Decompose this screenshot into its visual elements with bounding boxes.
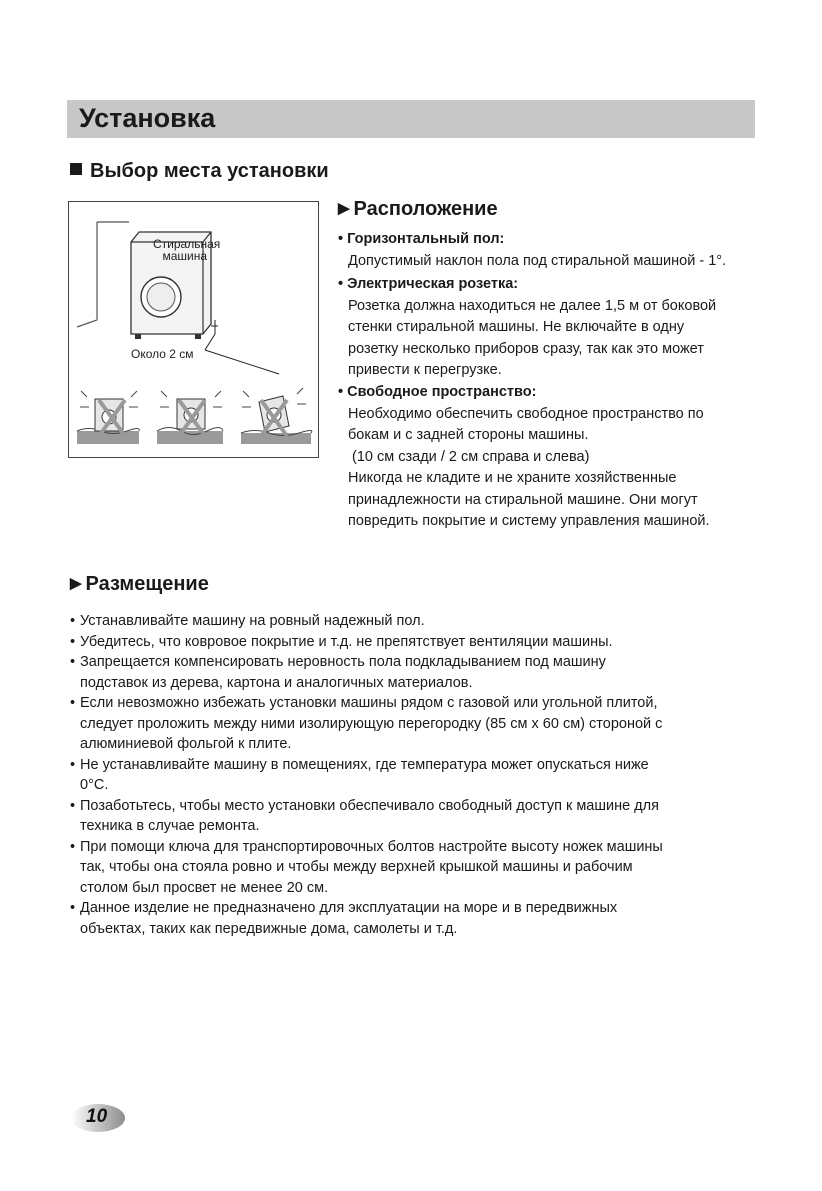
gap-label: Около 2 см bbox=[131, 347, 194, 361]
square-bullet-icon bbox=[70, 163, 82, 175]
list-item bbox=[70, 632, 760, 653]
list-item-line: • Убедитесь, что ковровое покрытие и т.д. не препятствует вентиляции машины. bbox=[80, 633, 613, 650]
list-item-line: • Запрещается компенсировать неровность пола подкладыванием под машину bbox=[80, 654, 606, 670]
location-item-line: розетку несколько приборов сразу, так как это может bbox=[348, 340, 704, 357]
machine-label-line1: Стиральная bbox=[153, 237, 221, 251]
list-item-line: столом был просвет не менее 20 см. bbox=[80, 879, 329, 896]
placement-list bbox=[70, 611, 760, 939]
list-item-line: • При помощи ключа для транспортировочных болтов настройте высоту ножек машины bbox=[80, 838, 663, 855]
list-item-line: 0°C. bbox=[80, 777, 109, 793]
section-title-text: Выбор места установки bbox=[90, 160, 329, 182]
list-item-line: так, чтобы она стояла ровно и чтобы между верхней крышкой машины и рабочим bbox=[80, 859, 633, 875]
list-item bbox=[70, 693, 760, 755]
list-item-line: • Если невозможно избежать установки машины рядом с газовой или угольной плитой, bbox=[80, 695, 658, 711]
location-item-line: (10 см сзади / 2 см справа и слева) bbox=[348, 448, 590, 465]
page-number: 10 bbox=[86, 1106, 108, 1127]
location-item-heading: • Горизонтальный пол: bbox=[338, 229, 768, 251]
location-item-heading: • Свободное пространство: bbox=[338, 382, 768, 404]
list-item bbox=[70, 898, 760, 939]
location-item-line: Необходимо обеспечить свободное пространство по bbox=[348, 405, 704, 422]
placement-subheading-text: Размещение bbox=[85, 573, 209, 595]
list-item-line: подставок из дерева, картона и аналогичных материалов. bbox=[80, 674, 473, 691]
uneven-floor-figure-3 bbox=[241, 388, 312, 444]
location-item-line: Никогда не кладите и не храните хозяйственные bbox=[348, 470, 677, 486]
list-item-line: • Данное изделие не предназначено для эксплуатации на море и в передвижных bbox=[80, 900, 618, 916]
location-item-line: принадлежности на стиральной машине. Они могут bbox=[348, 491, 698, 508]
triangle-bullet-icon: ▶ bbox=[70, 575, 82, 592]
section-title bbox=[70, 160, 329, 183]
installation-figure bbox=[68, 201, 319, 458]
location-subheading bbox=[338, 198, 498, 221]
page-header-bar bbox=[67, 100, 755, 138]
list-item-line: техника в случае ремонта. bbox=[80, 818, 260, 834]
list-item bbox=[70, 796, 760, 837]
list-item-line: следует проложить между ними изолирующую перегородку (85 см x 60 см) стороной с bbox=[80, 715, 663, 732]
list-item-line: • Устанавливайте машину на ровный надежный пол. bbox=[80, 613, 425, 629]
location-item-line: Допустимый наклон пола под стиральной машиной - 1°. bbox=[348, 252, 727, 269]
list-item bbox=[70, 837, 760, 899]
page-title: Установка bbox=[79, 103, 216, 133]
uneven-floor-figure-2 bbox=[157, 391, 223, 444]
location-item-socket bbox=[338, 274, 768, 382]
list-item-line: алюминиевой фольгой к плите. bbox=[80, 736, 292, 752]
list-item-line: объектах, таких как передвижные дома, самолеты и т.д. bbox=[80, 920, 458, 937]
location-item-line: привести к перегрузке. bbox=[348, 362, 502, 378]
machine-label bbox=[153, 237, 221, 263]
uneven-floor-figure-1 bbox=[77, 391, 139, 444]
page-number-badge bbox=[68, 1101, 126, 1133]
location-item-line: Розетка должна находиться не далее 1,5 м от боковой bbox=[348, 297, 717, 314]
location-item-heading: • Электрическая розетка: bbox=[338, 274, 768, 296]
triangle-bullet-icon: ▶ bbox=[338, 200, 350, 217]
location-item-space bbox=[338, 382, 768, 533]
location-item-line: стенки стиральной машины. Не включайте в одну bbox=[348, 319, 685, 335]
location-item-line: повредить покрытие и систему управления машиной. bbox=[348, 513, 710, 529]
location-subheading-text: Расположение bbox=[353, 198, 498, 220]
machine-label-line2: машина bbox=[162, 249, 207, 263]
placement-subheading bbox=[70, 573, 209, 596]
location-item-floor bbox=[338, 229, 768, 272]
list-item-line: • Позаботьтесь, чтобы место установки обеспечивало свободный доступ к машине для bbox=[80, 797, 659, 814]
list-item-line: • Не устанавливайте машину в помещениях, где температура может опускаться ниже bbox=[80, 756, 649, 773]
list-item bbox=[70, 755, 760, 796]
list-item bbox=[70, 652, 760, 693]
location-item-line: бокам и с задней стороны машины. bbox=[348, 427, 589, 443]
list-item bbox=[70, 611, 760, 632]
